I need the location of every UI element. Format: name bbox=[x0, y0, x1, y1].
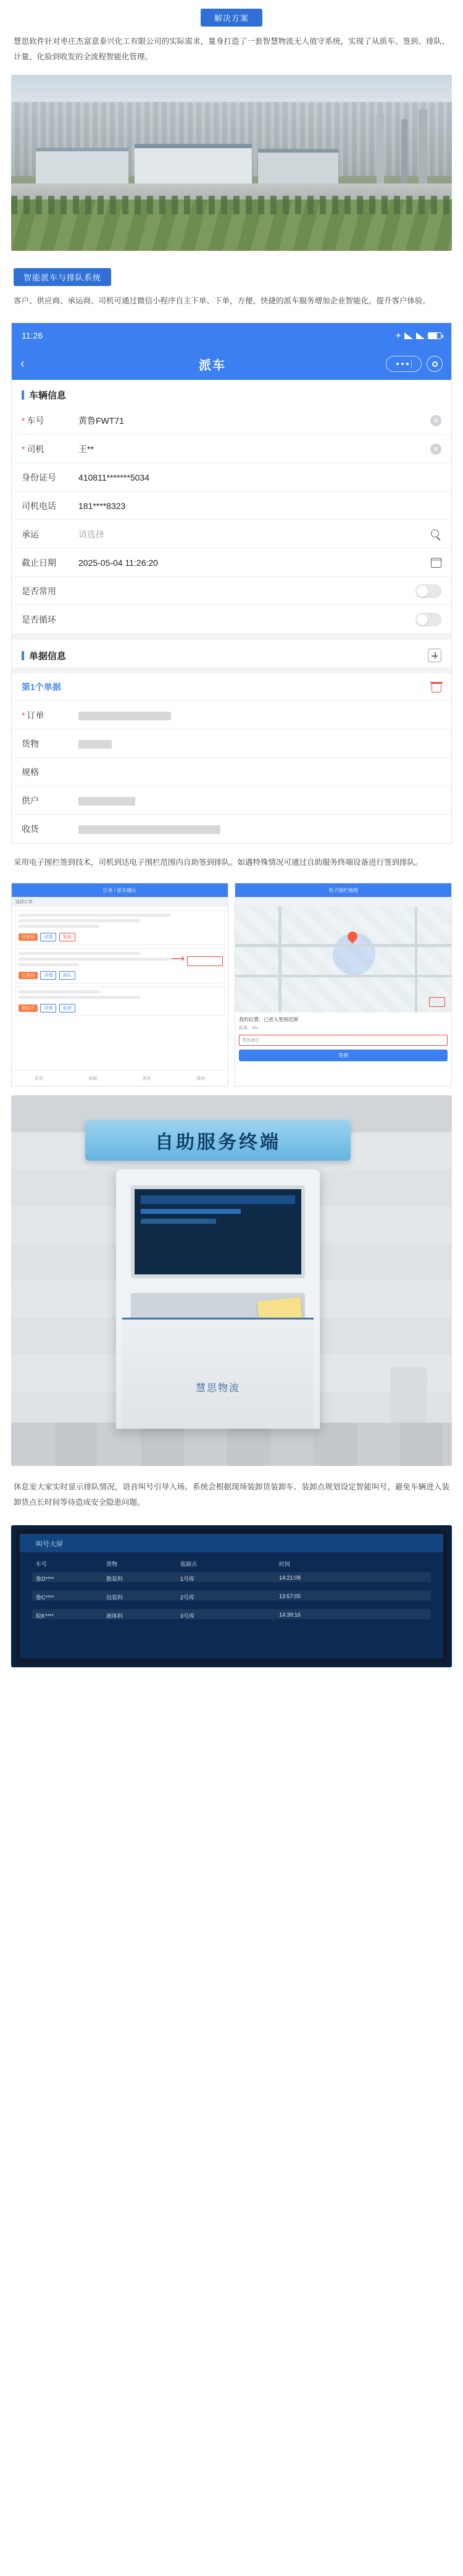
mini-navbar-left: 订单 / 派车确认 bbox=[12, 883, 228, 897]
app-status-bar bbox=[12, 323, 451, 348]
order-action-button-1[interactable]: 签到 bbox=[59, 933, 75, 941]
header-pill-wrap bbox=[0, 0, 463, 32]
field-value-driver[interactable]: 王** bbox=[78, 444, 94, 454]
order-detail-button-3[interactable]: 详情 bbox=[40, 1004, 56, 1012]
order-action-button-2[interactable]: 排队 bbox=[59, 971, 75, 980]
doc-card-header bbox=[12, 673, 451, 701]
field-label-recurring: 是否循环 bbox=[22, 614, 56, 625]
field-row-carrier[interactable] bbox=[12, 520, 451, 549]
field-row-frequent[interactable] bbox=[12, 577, 451, 605]
photo-tower-2 bbox=[401, 119, 407, 183]
doc-row-goods[interactable] bbox=[12, 730, 451, 758]
app-navbar bbox=[12, 348, 451, 380]
field-value-deadline[interactable]: 2025-05-04 11:26:20 bbox=[78, 557, 158, 568]
map-location-label: 我的位置：已进入签到范围 bbox=[239, 1017, 298, 1022]
tab-home[interactable]: 首页 bbox=[34, 1076, 43, 1081]
wifi-icon: ✈ bbox=[395, 332, 401, 340]
map-road-4 bbox=[415, 907, 417, 1012]
map-canvas[interactable] bbox=[235, 907, 451, 1012]
order-detail-button-2[interactable]: 详情 bbox=[40, 971, 56, 980]
monitor-col-2: 货物 bbox=[106, 1561, 118, 1567]
field-row-idcard[interactable] bbox=[12, 463, 451, 492]
doc-row-spec[interactable] bbox=[12, 758, 451, 786]
kiosk-brand-text: 慧思物流 bbox=[195, 1383, 241, 1394]
field-value-carrier[interactable]: 请选择 bbox=[78, 529, 104, 539]
status-indicators bbox=[396, 332, 441, 340]
field-row-plate[interactable] bbox=[12, 406, 451, 435]
doc-label-consignee: 收货 bbox=[22, 824, 39, 834]
photo-building-3 bbox=[258, 149, 338, 183]
monitor-header bbox=[20, 1534, 443, 1552]
monitor-row-bg-2 bbox=[32, 1591, 431, 1601]
monitor-r1c4: 14:21:08 bbox=[279, 1575, 301, 1581]
map-road-1 bbox=[235, 944, 451, 947]
field-label-driver: * 司机 bbox=[22, 444, 44, 454]
signin-note-input[interactable]: 签到备注 bbox=[239, 1035, 448, 1046]
map-road-2 bbox=[235, 975, 451, 977]
doc-value-order[interactable] bbox=[78, 710, 441, 720]
monitor-col-1: 车号 bbox=[36, 1561, 48, 1567]
signin-button[interactable]: 签到 bbox=[239, 1050, 448, 1061]
monitor-r3c3: 3号库 bbox=[180, 1613, 195, 1619]
section-divider bbox=[12, 634, 451, 640]
doc-value-goods[interactable] bbox=[78, 738, 441, 748]
highlight-box-right bbox=[429, 997, 445, 1007]
photo-treeline bbox=[11, 196, 452, 214]
vehicle-section-header bbox=[12, 380, 451, 406]
doc-section-title: 单据信息 bbox=[22, 649, 66, 662]
order-status-tag-2: 已签到 bbox=[19, 972, 38, 979]
plus-icon[interactable] bbox=[428, 649, 441, 662]
order-card-1[interactable] bbox=[15, 910, 225, 945]
order-status-tag-3: 排队中 bbox=[19, 1004, 38, 1012]
monitor-r2c4: 13:57:05 bbox=[279, 1593, 301, 1599]
photo-tower-1 bbox=[419, 109, 427, 183]
monitor-frame bbox=[16, 1530, 447, 1662]
field-label-plate: * 车号 bbox=[22, 415, 44, 426]
field-row-deadline[interactable] bbox=[12, 549, 451, 577]
doc-label-order: * 订单 bbox=[22, 710, 44, 720]
doc-value-supplier[interactable] bbox=[78, 795, 441, 805]
field-row-recurring[interactable] bbox=[12, 605, 451, 634]
navbar-capsule-group bbox=[386, 356, 443, 372]
monitor-r3c1: 皖K**** bbox=[36, 1613, 54, 1619]
photo-building-1 bbox=[36, 148, 128, 183]
mini-navbar-right: 电子围栏地图 bbox=[235, 883, 451, 897]
photo-building-2 bbox=[135, 144, 252, 183]
field-value-idcard: 410811*******5034 bbox=[78, 472, 149, 482]
tab-messages[interactable]: 消息 bbox=[142, 1076, 151, 1081]
order-status-tag-1: 待签到 bbox=[19, 933, 38, 941]
clear-icon[interactable]: ✕ bbox=[430, 415, 441, 426]
signal-icon bbox=[404, 332, 413, 339]
screenshot-geofence-map bbox=[235, 883, 452, 1087]
doc-row-consignee[interactable] bbox=[12, 815, 451, 843]
vehicle-section-title: 车辆信息 bbox=[22, 389, 66, 402]
doc-value-consignee[interactable] bbox=[78, 824, 441, 834]
mobile-app-screenshot bbox=[11, 322, 452, 844]
tab-profile[interactable]: 我的 bbox=[196, 1076, 206, 1081]
back-arrow-icon[interactable]: ‹ bbox=[20, 356, 25, 371]
kiosk-floor bbox=[11, 1423, 452, 1466]
field-label-phone: 司机电话 bbox=[22, 500, 56, 511]
monitor-col-3: 装卸点 bbox=[180, 1561, 198, 1567]
doc-label-spec: 规格 bbox=[22, 767, 39, 777]
map-location-pin-icon bbox=[346, 930, 360, 944]
kiosk-screen[interactable] bbox=[131, 1185, 305, 1278]
photo-tower-3 bbox=[377, 114, 384, 183]
section2-title-pill: 智能派车与排队系统 bbox=[14, 268, 111, 286]
monitor-row-bg-1 bbox=[32, 1572, 431, 1582]
mini-subbar-right bbox=[235, 897, 451, 907]
monitor-title: 叫号大屏 bbox=[36, 1541, 63, 1548]
monitor-r3c4: 14:39:16 bbox=[279, 1612, 301, 1618]
self-service-kiosk-photo bbox=[11, 1095, 452, 1466]
field-value-plate[interactable]: 黄鲁FWT71 bbox=[78, 415, 124, 426]
kiosk-base bbox=[122, 1318, 314, 1429]
annotation-arrow-icon: ⟶ bbox=[170, 954, 185, 964]
monitor-r2c3: 2号库 bbox=[180, 1594, 195, 1601]
field-value-phone: 181****8323 bbox=[78, 500, 126, 511]
kiosk-sign-text: 自助服务终端 bbox=[85, 1120, 351, 1161]
page-title-pill: 解决方案 bbox=[201, 9, 262, 27]
field-label-carrier: 承运 bbox=[22, 529, 39, 539]
toggle-recurring[interactable] bbox=[415, 613, 441, 626]
mini-tabbar bbox=[12, 1070, 228, 1086]
more-capsule-icon[interactable] bbox=[386, 356, 422, 372]
section4-paragraph: 休息室大家实时显示排队情况，语音叫号引导入场。系统会根据现场装卸货装卸车、装卸点规划设定智能叫号，避免车辆进入装卸货点长时间等待造成安全隐患问题。 bbox=[14, 1483, 449, 1507]
map-road-3 bbox=[278, 907, 282, 1012]
queue-display-monitor-photo bbox=[11, 1525, 452, 1667]
section3-paragraph: 采用电子围栏签到技术，司机到达电子围栏范围内自助签到排队。如遇特殊情况可通过自助服务终端设备进行签到排队。 bbox=[14, 858, 423, 867]
doc-label-goods: 货物 bbox=[22, 738, 39, 749]
app-page-title: 派车 bbox=[199, 358, 226, 373]
field-row-phone[interactable] bbox=[12, 492, 451, 520]
battery-icon bbox=[428, 332, 441, 339]
monitor-r1c2: 散装料 bbox=[106, 1576, 123, 1582]
monitor-r1c3: 1号库 bbox=[180, 1576, 195, 1582]
order-action-button-3[interactable]: 取消 bbox=[59, 1004, 75, 1012]
clear-icon-driver[interactable]: ✕ bbox=[430, 444, 441, 455]
dual-screenshot-block bbox=[11, 883, 452, 1087]
map-distance-label: 距离：0m bbox=[239, 1026, 258, 1030]
section-divider-2 bbox=[12, 667, 451, 673]
mini-subbar-left: 选择订单 bbox=[12, 897, 228, 907]
field-label-frequent: 是否常用 bbox=[22, 586, 56, 596]
status-time: 11:26 bbox=[22, 330, 43, 340]
kiosk-machine bbox=[116, 1169, 320, 1429]
doc-section-header bbox=[12, 640, 451, 667]
monitor-row-bg-3 bbox=[32, 1609, 431, 1619]
doc-row-order[interactable] bbox=[12, 701, 451, 730]
toggle-frequent[interactable] bbox=[415, 584, 441, 598]
doc-card-title: 第1个单据 bbox=[22, 682, 61, 692]
signal-icon-2 bbox=[416, 332, 425, 339]
monitor-r2c2: 包装料 bbox=[106, 1594, 123, 1601]
tab-orders[interactable]: 单据 bbox=[88, 1076, 98, 1081]
monitor-r1c1: 鲁D**** bbox=[36, 1576, 54, 1582]
trash-icon[interactable] bbox=[432, 681, 441, 692]
calendar-icon[interactable] bbox=[431, 558, 441, 568]
order-detail-button-1[interactable]: 详情 bbox=[40, 933, 56, 941]
target-icon[interactable] bbox=[427, 356, 443, 372]
doc-label-supplier: 供户 bbox=[22, 795, 39, 806]
map-bottom-panel bbox=[235, 1012, 451, 1086]
doc-row-supplier[interactable] bbox=[12, 786, 451, 815]
monitor-r2c1: 鲁C**** bbox=[36, 1594, 54, 1601]
factory-aerial-photo bbox=[11, 75, 452, 251]
screenshot-order-list bbox=[11, 883, 228, 1087]
highlight-box-left bbox=[187, 956, 223, 966]
order-card-3[interactable] bbox=[15, 987, 225, 1016]
section2-paragraph: 客户、供应商、承运商、司机可通过微信小程序自主下单、下单，方便、快捷的派车服务增加企业智能化，提升客户体验。 bbox=[14, 297, 431, 305]
field-row-driver[interactable] bbox=[12, 435, 451, 463]
field-label-deadline: 截止日期 bbox=[22, 557, 56, 568]
search-icon[interactable] bbox=[430, 529, 441, 540]
monitor-r3c2: 液体料 bbox=[106, 1613, 123, 1619]
section2-pill-wrap bbox=[0, 259, 463, 291]
kiosk-bin bbox=[390, 1367, 427, 1423]
field-label-idcard: 身份证号 bbox=[22, 472, 56, 482]
intro-paragraph: 慧思软件针对枣庄杰富意泰兴化工有限公司的实际需求，量身打造了一套智慧物流无人值守系统，实现了从质车、签到、排队、计量、化验到收发的全流程智能化管理。 bbox=[14, 37, 449, 61]
monitor-col-4: 时间 bbox=[279, 1561, 291, 1567]
